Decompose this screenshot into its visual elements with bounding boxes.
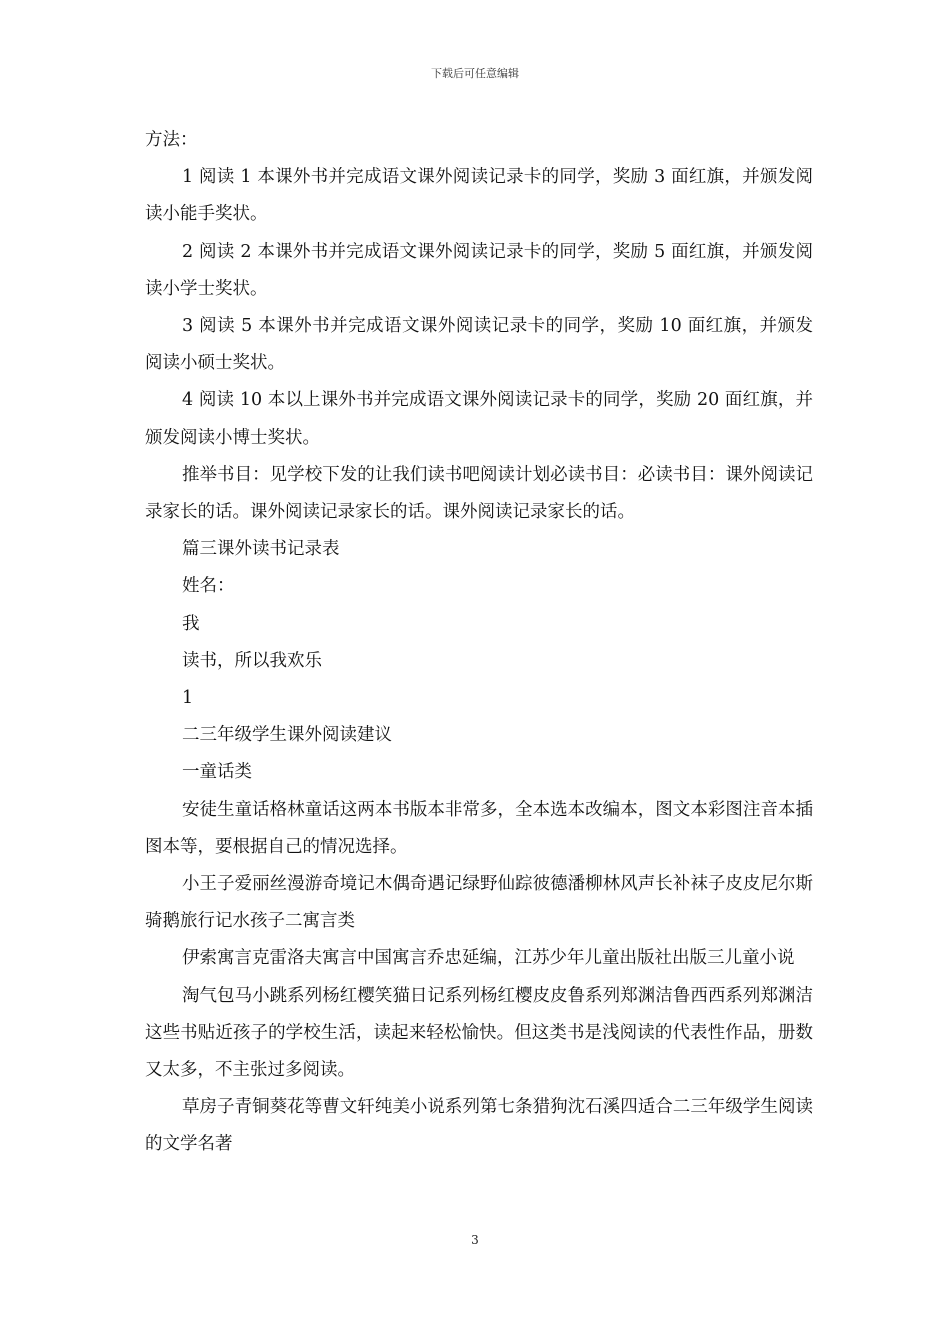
paragraph-reward-3: 3 阅读 5 本课外书并完成语文课外阅读记录卡的同学，奖励 10 面红旗，并颁发阅读小硕士奖状。 xyxy=(145,316,813,374)
page-number: 3 xyxy=(471,1233,479,1247)
paragraph-motto: 读书，所以我欢乐 xyxy=(182,650,322,671)
paragraph-fairy-tale-list: 小王子爱丽丝漫游奇境记木偶奇遇记绿野仙踪彼德潘柳林风声长补袜子皮皮尼尔斯骑鹅旅行记水孩子二寓言类 xyxy=(145,874,813,932)
paragraph-andersen-grimm: 安徒生童话格林童话这两本书版本非常多，全本选本改编本，图文本彩图注音本插图本等，要根据自己的情况选择。 xyxy=(145,799,813,857)
paragraph-line-wo: 我 xyxy=(182,613,200,634)
paragraph-reward-1: 1 阅读 1 本课外书并完成语文课外阅读记录卡的同学，奖励 3 面红旗，并颁发阅读小能手奖状。 xyxy=(145,167,813,225)
paragraph-fables: 伊索寓言克雷洛夫寓言中国寓言乔忠延编，江苏少年儿童出版社出版三儿童小说 xyxy=(182,948,795,969)
paragraph-reward-2: 2 阅读 2 本课外书并完成语文课外阅读记录卡的同学，奖励 5 面红旗，并颁发阅读小学士奖状。 xyxy=(145,241,813,299)
paragraph-classics: 草房子青铜葵花等曹文轩纯美小说系列第七条猎狗沈石溪四适合二三年级学生阅读的文学名著 xyxy=(145,1097,813,1155)
paragraph-name-label: 姓名： xyxy=(182,576,235,597)
paragraph-children-novels: 淘气包马小跳系列杨红樱笑猫日记系列杨红樱皮皮鲁系列郑渊洁鲁西西系列郑渊洁这些书贴近孩子的学校生活，读起来轻松愉快。但这类书是浅阅读的代表性作品，册数又太多，不主张过多阅读。 xyxy=(145,985,813,1081)
paragraph-number: 1 xyxy=(182,688,194,709)
paragraph-recommended-books: 推举书目：见学校下发的让我们读书吧阅读计划必读书目：必读书目：课外阅读记录家长的话。课外阅读记录家长的话。课外阅读记录家长的话。 xyxy=(145,464,813,523)
paragraph-fairy-tales-heading: 一童话类 xyxy=(182,762,252,783)
paragraph-method-heading: 方法： xyxy=(145,130,198,150)
paragraph-section-title: 篇三课外读书记录表 xyxy=(182,539,340,560)
paragraph-grade-suggestion-title: 二三年级学生课外阅读建议 xyxy=(182,725,392,746)
paragraph-reward-4: 4 阅读 10 本以上课外书并完成语文课外阅读记录卡的同学，奖励 20 面红旗，并颁发阅读小博士奖状。 xyxy=(145,390,813,448)
page-header: 下载后可任意编辑 xyxy=(431,67,519,80)
document-body xyxy=(145,122,813,1164)
